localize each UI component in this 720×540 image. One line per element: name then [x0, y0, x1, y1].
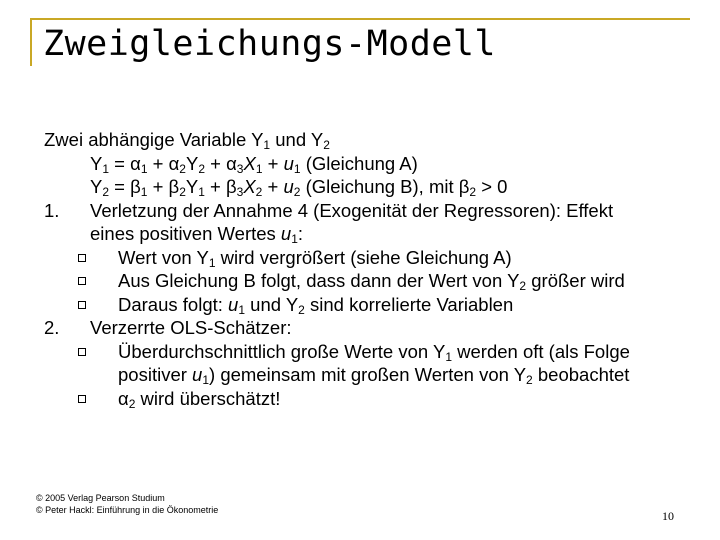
list-item-1: 1. Verletzung der Annahme 4 (Exogenität der Regressoren): Effekt [44, 199, 614, 221]
square-bullet-icon [78, 301, 86, 309]
title-frame-left-line [30, 18, 32, 66]
slide-title: Zweigleichungs-Modell [43, 24, 497, 64]
bullet-item: Daraus folgt: $u_1$ und $Y_2$ sind korrelierte Variablen [44, 293, 704, 317]
bullet-item-continued: positiver $u_1$) gemeinsam mit großen Werten von $Y_2$ beobachtet [118, 364, 630, 387]
square-bullet-icon [78, 348, 86, 356]
list-number: 2. [44, 317, 60, 338]
bullet-item: Überdurchschnittlich große Werte von $Y_1$ werden oft (als Folge [44, 340, 704, 364]
square-bullet-icon [78, 254, 86, 262]
copyright-line-1: © 2005 Verlag Pearson Studium [36, 493, 165, 503]
slide-body [44, 128, 704, 410]
bullet-item: $\alpha_2$ wird überschätzt! [44, 387, 704, 411]
intro-line: Zwei abhängige Variable $Y_1$ und $Y_2$ [44, 129, 330, 152]
title-frame-top-line [30, 18, 690, 20]
square-bullet-icon [78, 277, 86, 285]
square-bullet-icon [78, 395, 86, 403]
bullet-item: Aus Gleichung B folgt, dass dann der Wert von $Y_2$ größer wird [44, 269, 704, 293]
equation-a: $Y_1 = \alpha_1 + \alpha_2Y_2 + \alpha_3X_1 + u_1$ (Gleichung A) [90, 152, 418, 176]
list-item-2: 2. Verzerrte OLS-Schätzer: [44, 317, 292, 338]
list-item-1-continued: eines positiven Wertes $u_1$: [90, 223, 304, 246]
copyright-line-2: © Peter Hackl: Einführung in die Ökonometrie [36, 505, 219, 515]
bullet-item: Wert von $Y_1$ wird vergrößert (siehe Gleichung A) [44, 246, 704, 270]
copyright-footer [36, 492, 218, 516]
list-number: 1. [44, 199, 60, 221]
equation-b: $Y_2 = \beta_1 + \beta_2Y_1 + \beta_3X_2 + u_2$ (Gleichung B), mit $\beta_2 > 0$ [90, 176, 508, 199]
page-number: 10 [662, 509, 674, 523]
